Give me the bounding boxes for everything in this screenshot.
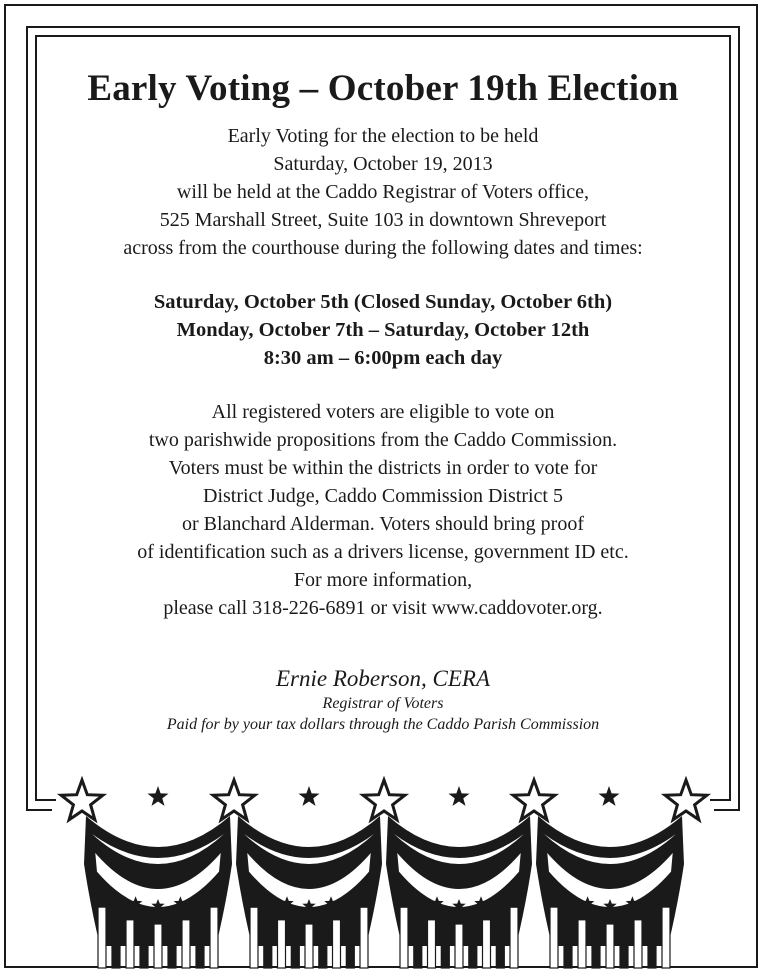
signature-name: Ernie Roberson, CERA [276,666,490,691]
swag-stripe [483,920,491,968]
bunting-swag [84,816,232,968]
contact-line: please call 318-226-6891 or visit www.caddovoter.org. [163,597,603,619]
intro-line: across from the courthouse during the following dates and times: [123,237,643,259]
swag-stripe [210,907,218,968]
swag-stripe [578,920,586,968]
schedule-block [40,288,726,372]
swag-stripe [428,920,436,968]
schedule-hours: 8:30 am – 6:00pm each day [263,347,503,369]
address-line: 525 Marshall Street, Suite 103 in downtown Shreveport [159,209,607,231]
swag-stripe [264,915,272,969]
swag-stripe [400,907,408,968]
swag-stripe [414,915,422,969]
swag-stripe [168,923,176,968]
swag-stripe [634,920,642,968]
swag-stripe [550,907,558,968]
info-line: For more information, [293,569,473,591]
info-line: All registered voters are eligible to vote on [211,401,555,423]
large-star [363,780,405,820]
bunting-swags [84,816,684,968]
swag-stripe [469,923,477,968]
small-star [299,786,320,806]
swag-stripe [662,907,670,968]
headline: Early Voting – October 19th Election [87,68,679,109]
swag-stripe [496,915,504,969]
info-line: District Judge, Caddo Commission District 5 [203,485,563,507]
swag-stripe [510,907,518,968]
swag-stripe [126,920,134,968]
info-line: two parishwide propositions from the Caddo Commission. [148,429,618,451]
swag-stripe [291,923,299,968]
swag-stripe [455,924,463,968]
swag-stripe [278,920,286,968]
swag-stripe [333,920,341,968]
signature-title: Registrar of Voters [322,695,444,712]
info-line: of identification such as a drivers license, government ID etc. [137,541,629,563]
swag-stripe [319,923,327,968]
swag-stripe [346,915,354,969]
info-line: Voters must be within the districts in order to vote for [168,457,598,479]
election-date-line: Saturday, October 19, 2013 [273,153,493,175]
bunting-swag [236,816,382,968]
small-star [449,786,470,806]
swag-stripe [305,924,313,968]
swag-stripe [564,915,572,969]
large-star [61,780,103,820]
bunting-swag [536,816,684,968]
signature-block [40,664,726,736]
swag-stripe [154,924,162,968]
large-star [213,780,255,820]
paid-for-notice: Paid for by your tax dollars through the Caddo Parish Commission [166,716,600,733]
swag-stripe [140,923,148,968]
large-star [665,780,707,820]
swag-stripe [360,907,368,968]
swag-stripe [620,923,628,968]
swag-stripe [250,907,258,968]
swag-stripe [112,915,120,969]
swag-stripe [648,915,656,969]
bunting-stars [61,780,707,820]
swag-stripe [592,923,600,968]
schedule-line: Saturday, October 5th (Closed Sunday, October 6th) [153,291,613,313]
intro-paragraph [40,122,726,262]
intro-line: Early Voting for the election to be held [227,125,539,147]
bunting-swag [386,816,532,968]
swag-stripe [98,907,106,968]
swag-stripe [441,923,449,968]
small-star [148,786,169,806]
swag-stripe [182,920,190,968]
flyer-content [40,64,726,736]
swag-stripe [196,915,204,969]
swag-stripe [606,924,614,968]
large-star [513,780,555,820]
info-line: or Blanchard Alderman. Voters should bring proof [182,513,584,535]
schedule-line: Monday, October 7th – Saturday, October 12th [176,319,590,341]
intro-line: will be held at the Caddo Registrar of Voters office, [176,181,590,203]
small-star [599,786,620,806]
info-paragraph [40,398,726,622]
